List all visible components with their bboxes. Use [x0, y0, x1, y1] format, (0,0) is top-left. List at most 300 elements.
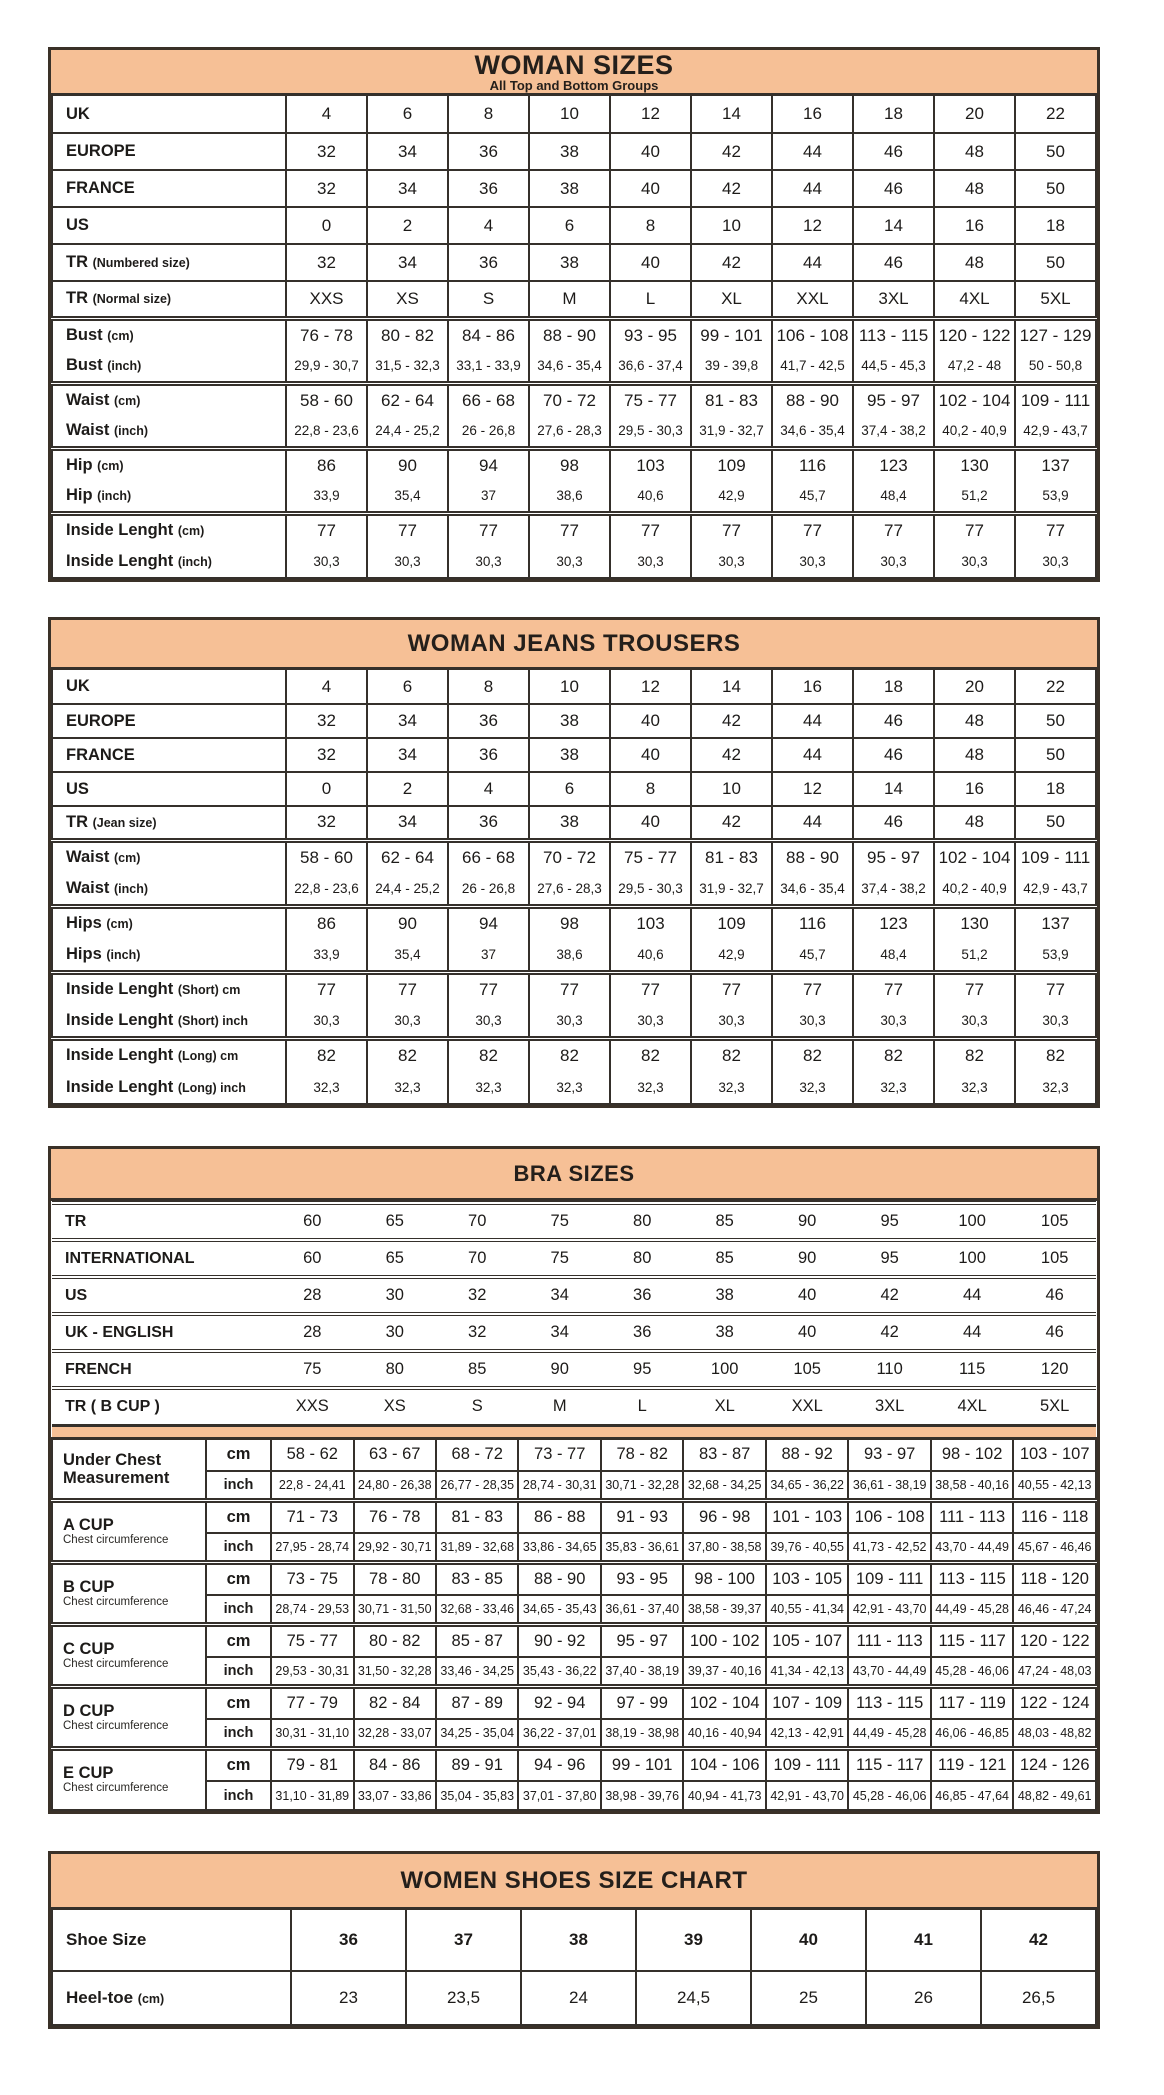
size-value: 30,3 — [286, 546, 367, 578]
row-label: Inside Lenght (Long) inch — [52, 1071, 286, 1104]
woman-jeans-title: WOMAN JEANS TROUSERS — [407, 629, 741, 657]
size-value: 42,9 — [691, 939, 772, 972]
size-value: 95 - 97 — [601, 1624, 683, 1657]
size-value: 84 - 86 — [354, 1748, 436, 1781]
size-value: 123 — [853, 448, 934, 481]
size-value: 82 — [853, 1038, 934, 1071]
size-value: 32 — [286, 170, 367, 207]
size-value: 137 — [1015, 448, 1096, 481]
size-value: 32 — [286, 738, 367, 772]
size-value: 18 — [1015, 772, 1096, 806]
size-value: 47,2 - 48 — [934, 351, 1015, 383]
size-value: 24,80 - 26,38 — [354, 1471, 436, 1500]
size-value: 120 - 122 — [934, 318, 1015, 351]
row-label: Bust (cm) — [52, 318, 286, 351]
size-value: 40 — [610, 806, 691, 840]
size-value: 77 — [772, 972, 853, 1005]
size-value: 95 - 97 — [853, 840, 934, 873]
row-label: TR — [52, 1203, 271, 1240]
size-value: 6 — [367, 96, 448, 133]
size-value: 80 - 82 — [367, 318, 448, 351]
size-value: 28 — [271, 1277, 353, 1314]
size-value: 46 — [1013, 1314, 1096, 1351]
size-value: 30,3 — [610, 1005, 691, 1038]
size-value: 58 - 60 — [286, 383, 367, 416]
size-value: 43,70 - 44,49 — [848, 1657, 930, 1686]
cup-label: D CUP Chest circumference — [52, 1686, 206, 1748]
size-value: 30,3 — [610, 546, 691, 578]
size-value: 38,98 - 39,76 — [601, 1781, 683, 1810]
table-row — [52, 1595, 1096, 1624]
size-value: 68 - 72 — [436, 1438, 518, 1471]
table-row — [52, 1500, 1096, 1533]
size-value: 40 — [610, 738, 691, 772]
size-value: 62 - 64 — [367, 840, 448, 873]
size-value: 101 - 103 — [766, 1500, 848, 1533]
row-label: UK - ENGLISH — [52, 1314, 271, 1351]
size-value: 82 — [367, 1038, 448, 1071]
size-value: 45,7 — [772, 481, 853, 513]
size-value: 42,91 - 43,70 — [766, 1781, 848, 1810]
size-value: 77 — [367, 972, 448, 1005]
row-label: Hip (inch) — [52, 481, 286, 513]
table-row — [52, 546, 1096, 578]
size-value: 120 - 122 — [1013, 1624, 1096, 1657]
size-value: 24 — [521, 1971, 636, 2025]
size-value: 36 — [448, 133, 529, 170]
size-value: 42,9 - 43,7 — [1015, 416, 1096, 448]
table-row — [52, 1038, 1096, 1071]
size-value: 130 — [934, 448, 1015, 481]
size-value: 62 - 64 — [367, 383, 448, 416]
size-value: L — [610, 281, 691, 318]
size-value: 6 — [529, 772, 610, 806]
size-value: 36 — [601, 1314, 683, 1351]
size-value: 104 - 106 — [683, 1748, 765, 1781]
size-value: 71 - 73 — [271, 1500, 353, 1533]
table-row — [52, 1657, 1096, 1686]
size-value: 30,3 — [772, 1005, 853, 1038]
size-value: 86 — [286, 906, 367, 939]
size-value: 46 — [853, 170, 934, 207]
size-chart-page — [0, 47, 1164, 2095]
size-value: 81 - 83 — [691, 383, 772, 416]
size-value: 38,6 — [529, 481, 610, 513]
size-value: 44,49 - 45,28 — [848, 1719, 930, 1748]
size-value: 130 — [934, 906, 1015, 939]
size-value: 46,06 - 46,85 — [931, 1719, 1013, 1748]
size-value: 81 - 83 — [436, 1500, 518, 1533]
size-value: 50 — [1015, 170, 1096, 207]
size-value: XL — [691, 281, 772, 318]
size-value: 88 - 92 — [766, 1438, 848, 1471]
table-row — [52, 1686, 1096, 1719]
size-value: 4 — [286, 670, 367, 704]
size-value: 102 - 104 — [683, 1686, 765, 1719]
size-value: 31,9 - 32,7 — [691, 416, 772, 448]
table-row — [52, 448, 1096, 481]
size-value: 38,6 — [529, 939, 610, 972]
size-value: 103 — [610, 448, 691, 481]
unit-inch: inch — [206, 1471, 271, 1500]
table-row — [52, 96, 1096, 133]
size-value: 105 — [766, 1351, 848, 1388]
table-row — [52, 133, 1096, 170]
row-label: TR (Numbered size) — [52, 244, 286, 281]
row-label: US — [52, 207, 286, 244]
cup-label: A CUP Chest circumference — [52, 1500, 206, 1562]
size-value: 116 — [772, 448, 853, 481]
size-value: 99 - 101 — [691, 318, 772, 351]
size-value: 33,1 - 33,9 — [448, 351, 529, 383]
size-value: 77 — [772, 513, 853, 546]
size-value: 44 — [772, 170, 853, 207]
size-value: 32,68 - 34,25 — [683, 1471, 765, 1500]
bra-sizes-table — [48, 1146, 1100, 1814]
size-value: 113 - 115 — [848, 1686, 930, 1719]
table-row — [52, 383, 1096, 416]
size-value: 30 — [354, 1314, 436, 1351]
size-value: 58 - 60 — [286, 840, 367, 873]
size-value: 82 — [529, 1038, 610, 1071]
unit-inch: inch — [206, 1781, 271, 1810]
size-value: 33,9 — [286, 939, 367, 972]
size-value: 46 — [853, 806, 934, 840]
size-value: 32,3 — [853, 1071, 934, 1104]
woman-sizes-title: WOMAN SIZES — [474, 49, 674, 80]
size-value: 109 — [691, 448, 772, 481]
size-value: 32,3 — [772, 1071, 853, 1104]
size-value: 30,3 — [691, 546, 772, 578]
size-value: 46 — [1013, 1277, 1096, 1314]
size-value: 5XL — [1013, 1388, 1096, 1425]
table-row — [52, 244, 1096, 281]
size-value: 82 - 84 — [354, 1686, 436, 1719]
size-value: 32,3 — [691, 1071, 772, 1104]
size-value: 32 — [286, 244, 367, 281]
table-row — [52, 1471, 1096, 1500]
size-value: 42,9 — [691, 481, 772, 513]
size-value: 8 — [448, 670, 529, 704]
size-value: 32,3 — [529, 1071, 610, 1104]
size-value: 12 — [610, 96, 691, 133]
size-value: 111 - 113 — [848, 1624, 930, 1657]
size-value: M — [529, 281, 610, 318]
size-value: 24,4 - 25,2 — [367, 873, 448, 906]
size-value: 105 — [1013, 1203, 1096, 1240]
size-value: 48 — [934, 170, 1015, 207]
size-value: 36 — [448, 170, 529, 207]
size-value: 12 — [772, 772, 853, 806]
unit-cm: cm — [206, 1624, 271, 1657]
size-value: 30,3 — [934, 546, 1015, 578]
size-value: 123 — [853, 906, 934, 939]
women-shoes-table — [48, 1851, 1100, 2029]
table-row — [52, 873, 1096, 906]
size-value: 8 — [610, 772, 691, 806]
unit-inch: inch — [206, 1595, 271, 1624]
row-label: US — [52, 1277, 271, 1314]
size-value: 96 - 98 — [683, 1500, 765, 1533]
size-value: 102 - 104 — [934, 840, 1015, 873]
size-value: 85 - 87 — [436, 1624, 518, 1657]
size-value: 32,3 — [367, 1071, 448, 1104]
size-value: 31,10 - 31,89 — [271, 1781, 353, 1810]
size-value: 34 — [367, 738, 448, 772]
table-row — [52, 513, 1096, 546]
size-value: 51,2 — [934, 939, 1015, 972]
unit-cm: cm — [206, 1500, 271, 1533]
row-label: Inside Lenght (inch) — [52, 546, 286, 578]
size-value: 36 — [448, 738, 529, 772]
unit-inch: inch — [206, 1719, 271, 1748]
size-value: 18 — [853, 670, 934, 704]
table-row — [52, 1562, 1096, 1595]
size-value: 32 — [286, 806, 367, 840]
size-value: 82 — [772, 1038, 853, 1071]
size-value: 88 - 90 — [772, 840, 853, 873]
size-value: 137 — [1015, 906, 1096, 939]
size-value: 91 - 93 — [601, 1500, 683, 1533]
size-value: 22,8 - 23,6 — [286, 416, 367, 448]
size-value: 32,3 — [286, 1071, 367, 1104]
size-value: 100 - 102 — [683, 1624, 765, 1657]
size-value: 37 — [448, 481, 529, 513]
size-value: 29,92 - 30,71 — [354, 1533, 436, 1562]
size-value: 116 — [772, 906, 853, 939]
table-row — [52, 972, 1096, 1005]
size-value: 88 - 90 — [772, 383, 853, 416]
size-value: 27,95 - 28,74 — [271, 1533, 353, 1562]
table-row — [52, 1533, 1096, 1562]
size-value: 77 — [610, 513, 691, 546]
size-value: 48,82 - 49,61 — [1013, 1781, 1096, 1810]
size-value: 46 — [853, 738, 934, 772]
size-value: 65 — [354, 1203, 436, 1240]
size-value: 82 — [610, 1038, 691, 1071]
size-value: 16 — [934, 772, 1015, 806]
size-value: XXL — [766, 1388, 848, 1425]
size-value: 73 - 77 — [518, 1438, 600, 1471]
table-row — [52, 481, 1096, 513]
size-value: 32,28 - 33,07 — [354, 1719, 436, 1748]
size-value: 77 — [1015, 513, 1096, 546]
size-value: 93 - 95 — [610, 318, 691, 351]
size-value: 16 — [772, 96, 853, 133]
size-value: 8 — [448, 96, 529, 133]
size-value: 30,3 — [691, 1005, 772, 1038]
size-value: 42 — [981, 1910, 1096, 1971]
size-value: 34 — [367, 170, 448, 207]
size-value: 2 — [367, 772, 448, 806]
size-value: 30,31 - 31,10 — [271, 1719, 353, 1748]
table-row — [52, 670, 1096, 704]
size-value: 32,3 — [1015, 1071, 1096, 1104]
table-row — [52, 207, 1096, 244]
size-value: 111 - 113 — [931, 1500, 1013, 1533]
table-row — [52, 1971, 1096, 2025]
size-value: 113 - 115 — [853, 318, 934, 351]
size-value: 42 — [848, 1277, 930, 1314]
size-value: 85 — [683, 1203, 765, 1240]
size-value: 77 — [853, 513, 934, 546]
size-value: 78 - 80 — [354, 1562, 436, 1595]
size-value: 30,71 - 31,50 — [354, 1595, 436, 1624]
size-value: 37 — [448, 939, 529, 972]
size-value: 32,3 — [610, 1071, 691, 1104]
size-value: 35,83 - 36,61 — [601, 1533, 683, 1562]
size-value: 37,01 - 37,80 — [518, 1781, 600, 1810]
size-value: XS — [354, 1388, 436, 1425]
size-value: 44,49 - 45,28 — [931, 1595, 1013, 1624]
size-value: 107 - 109 — [766, 1686, 848, 1719]
size-value: 44 — [772, 244, 853, 281]
size-value: 77 — [286, 513, 367, 546]
size-value: XXS — [286, 281, 367, 318]
size-value: 116 - 118 — [1013, 1500, 1096, 1533]
size-value: 51,2 — [934, 481, 1015, 513]
size-value: 79 - 81 — [271, 1748, 353, 1781]
size-value: 82 — [691, 1038, 772, 1071]
size-value: 77 — [286, 972, 367, 1005]
size-value: 34 — [367, 806, 448, 840]
size-value: 42,9 - 43,7 — [1015, 873, 1096, 906]
row-label: Hips (cm) — [52, 906, 286, 939]
size-value: 26 — [866, 1971, 981, 2025]
size-value: 30,3 — [529, 1005, 610, 1038]
size-value: 70 — [436, 1203, 518, 1240]
size-value: 122 - 124 — [1013, 1686, 1096, 1719]
size-value: 109 - 111 — [1015, 383, 1096, 416]
row-label: FRANCE — [52, 738, 286, 772]
size-value: 32,68 - 33,46 — [436, 1595, 518, 1624]
size-value: 124 - 126 — [1013, 1748, 1096, 1781]
size-value: 38,58 - 40,16 — [931, 1471, 1013, 1500]
size-value: 40,2 - 40,9 — [934, 873, 1015, 906]
size-value: 77 — [934, 513, 1015, 546]
size-value: 37 — [406, 1910, 521, 1971]
table-row — [52, 1719, 1096, 1748]
size-value: 12 — [772, 207, 853, 244]
cup-label: E CUP Chest circumference — [52, 1748, 206, 1810]
size-value: 41,34 - 42,13 — [766, 1657, 848, 1686]
cup-label: C CUP Chest circumference — [52, 1624, 206, 1686]
size-value: 38,58 - 39,37 — [683, 1595, 765, 1624]
size-value: 48 — [934, 806, 1015, 840]
size-value: 40 — [751, 1910, 866, 1971]
row-label: EUROPE — [52, 704, 286, 738]
size-value: 70 - 72 — [529, 840, 610, 873]
size-value: 82 — [286, 1038, 367, 1071]
size-value: 45,28 - 46,06 — [931, 1657, 1013, 1686]
unit-cm: cm — [206, 1686, 271, 1719]
woman-sizes-subtitle: All Top and Bottom Groups — [489, 77, 659, 93]
unit-inch: inch — [206, 1657, 271, 1686]
size-value: 94 - 96 — [518, 1748, 600, 1781]
size-value: 77 — [1015, 972, 1096, 1005]
size-value: 33,86 - 34,65 — [518, 1533, 600, 1562]
size-value: 37,4 - 38,2 — [853, 873, 934, 906]
table-row — [52, 1624, 1096, 1657]
row-label: Hips (inch) — [52, 939, 286, 972]
size-value: 103 — [610, 906, 691, 939]
row-label: Inside Lenght (Short) inch — [52, 1005, 286, 1038]
size-value: 34,65 - 35,43 — [518, 1595, 600, 1624]
size-value: 50 - 50,8 — [1015, 351, 1096, 383]
size-value: 38 — [529, 244, 610, 281]
size-value: 35,04 - 35,83 — [436, 1781, 518, 1810]
size-value: 3XL — [853, 281, 934, 318]
table-row — [52, 351, 1096, 383]
size-value: 109 — [691, 906, 772, 939]
size-value: 43,70 - 44,49 — [931, 1533, 1013, 1562]
size-value: 18 — [853, 96, 934, 133]
size-value: 20 — [934, 670, 1015, 704]
size-value: 36 — [448, 704, 529, 738]
size-value: 70 - 72 — [529, 383, 610, 416]
size-value: 37,80 - 38,58 — [683, 1533, 765, 1562]
size-value: 97 - 99 — [601, 1686, 683, 1719]
size-value: 80 - 82 — [354, 1624, 436, 1657]
size-value: 32,3 — [448, 1071, 529, 1104]
size-value: 53,9 — [1015, 481, 1096, 513]
size-value: 100 — [931, 1203, 1013, 1240]
size-value: 4XL — [934, 281, 1015, 318]
size-value: 42 — [691, 704, 772, 738]
size-value: 32 — [286, 704, 367, 738]
size-value: 46 — [853, 704, 934, 738]
size-value: 30,3 — [448, 546, 529, 578]
size-value: 77 — [448, 972, 529, 1005]
size-value: 35,4 — [367, 481, 448, 513]
size-value: 37,40 - 38,19 — [601, 1657, 683, 1686]
size-value: 34,6 - 35,4 — [772, 416, 853, 448]
size-value: 40 — [610, 133, 691, 170]
row-label: Hip (cm) — [52, 448, 286, 481]
size-value: 10 — [691, 772, 772, 806]
women-shoes-title: WOMEN SHOES SIZE CHART — [400, 1866, 748, 1894]
size-value: 31,9 - 32,7 — [691, 873, 772, 906]
size-value: 38 — [529, 170, 610, 207]
size-value: 45,7 — [772, 939, 853, 972]
size-value: 4XL — [931, 1388, 1013, 1425]
table-row — [52, 738, 1096, 772]
size-value: 90 — [518, 1351, 600, 1388]
table-row — [52, 806, 1096, 840]
size-value: 36 — [291, 1910, 406, 1971]
size-value: 77 — [853, 972, 934, 1005]
size-value: 44 — [772, 704, 853, 738]
row-label: UK — [52, 670, 286, 704]
size-value: 20 — [934, 96, 1015, 133]
size-value: 30,3 — [367, 1005, 448, 1038]
row-label: Inside Lenght (Long) cm — [52, 1038, 286, 1071]
row-label: INTERNATIONAL — [52, 1240, 271, 1277]
size-value: 98 — [529, 906, 610, 939]
size-value: 40 — [610, 170, 691, 207]
row-label: Shoe Size — [52, 1910, 291, 1971]
size-value: 32 — [436, 1277, 518, 1314]
size-value: 87 - 89 — [436, 1686, 518, 1719]
size-value: 95 - 97 — [853, 383, 934, 416]
size-value: 44 — [772, 806, 853, 840]
size-value: 94 — [448, 448, 529, 481]
separator-strip-cell — [52, 1425, 1096, 1438]
size-value: 78 - 82 — [601, 1438, 683, 1471]
women-shoes-grid — [51, 1910, 1097, 2026]
size-value: 38 — [683, 1277, 765, 1314]
size-value: 86 - 88 — [518, 1500, 600, 1533]
